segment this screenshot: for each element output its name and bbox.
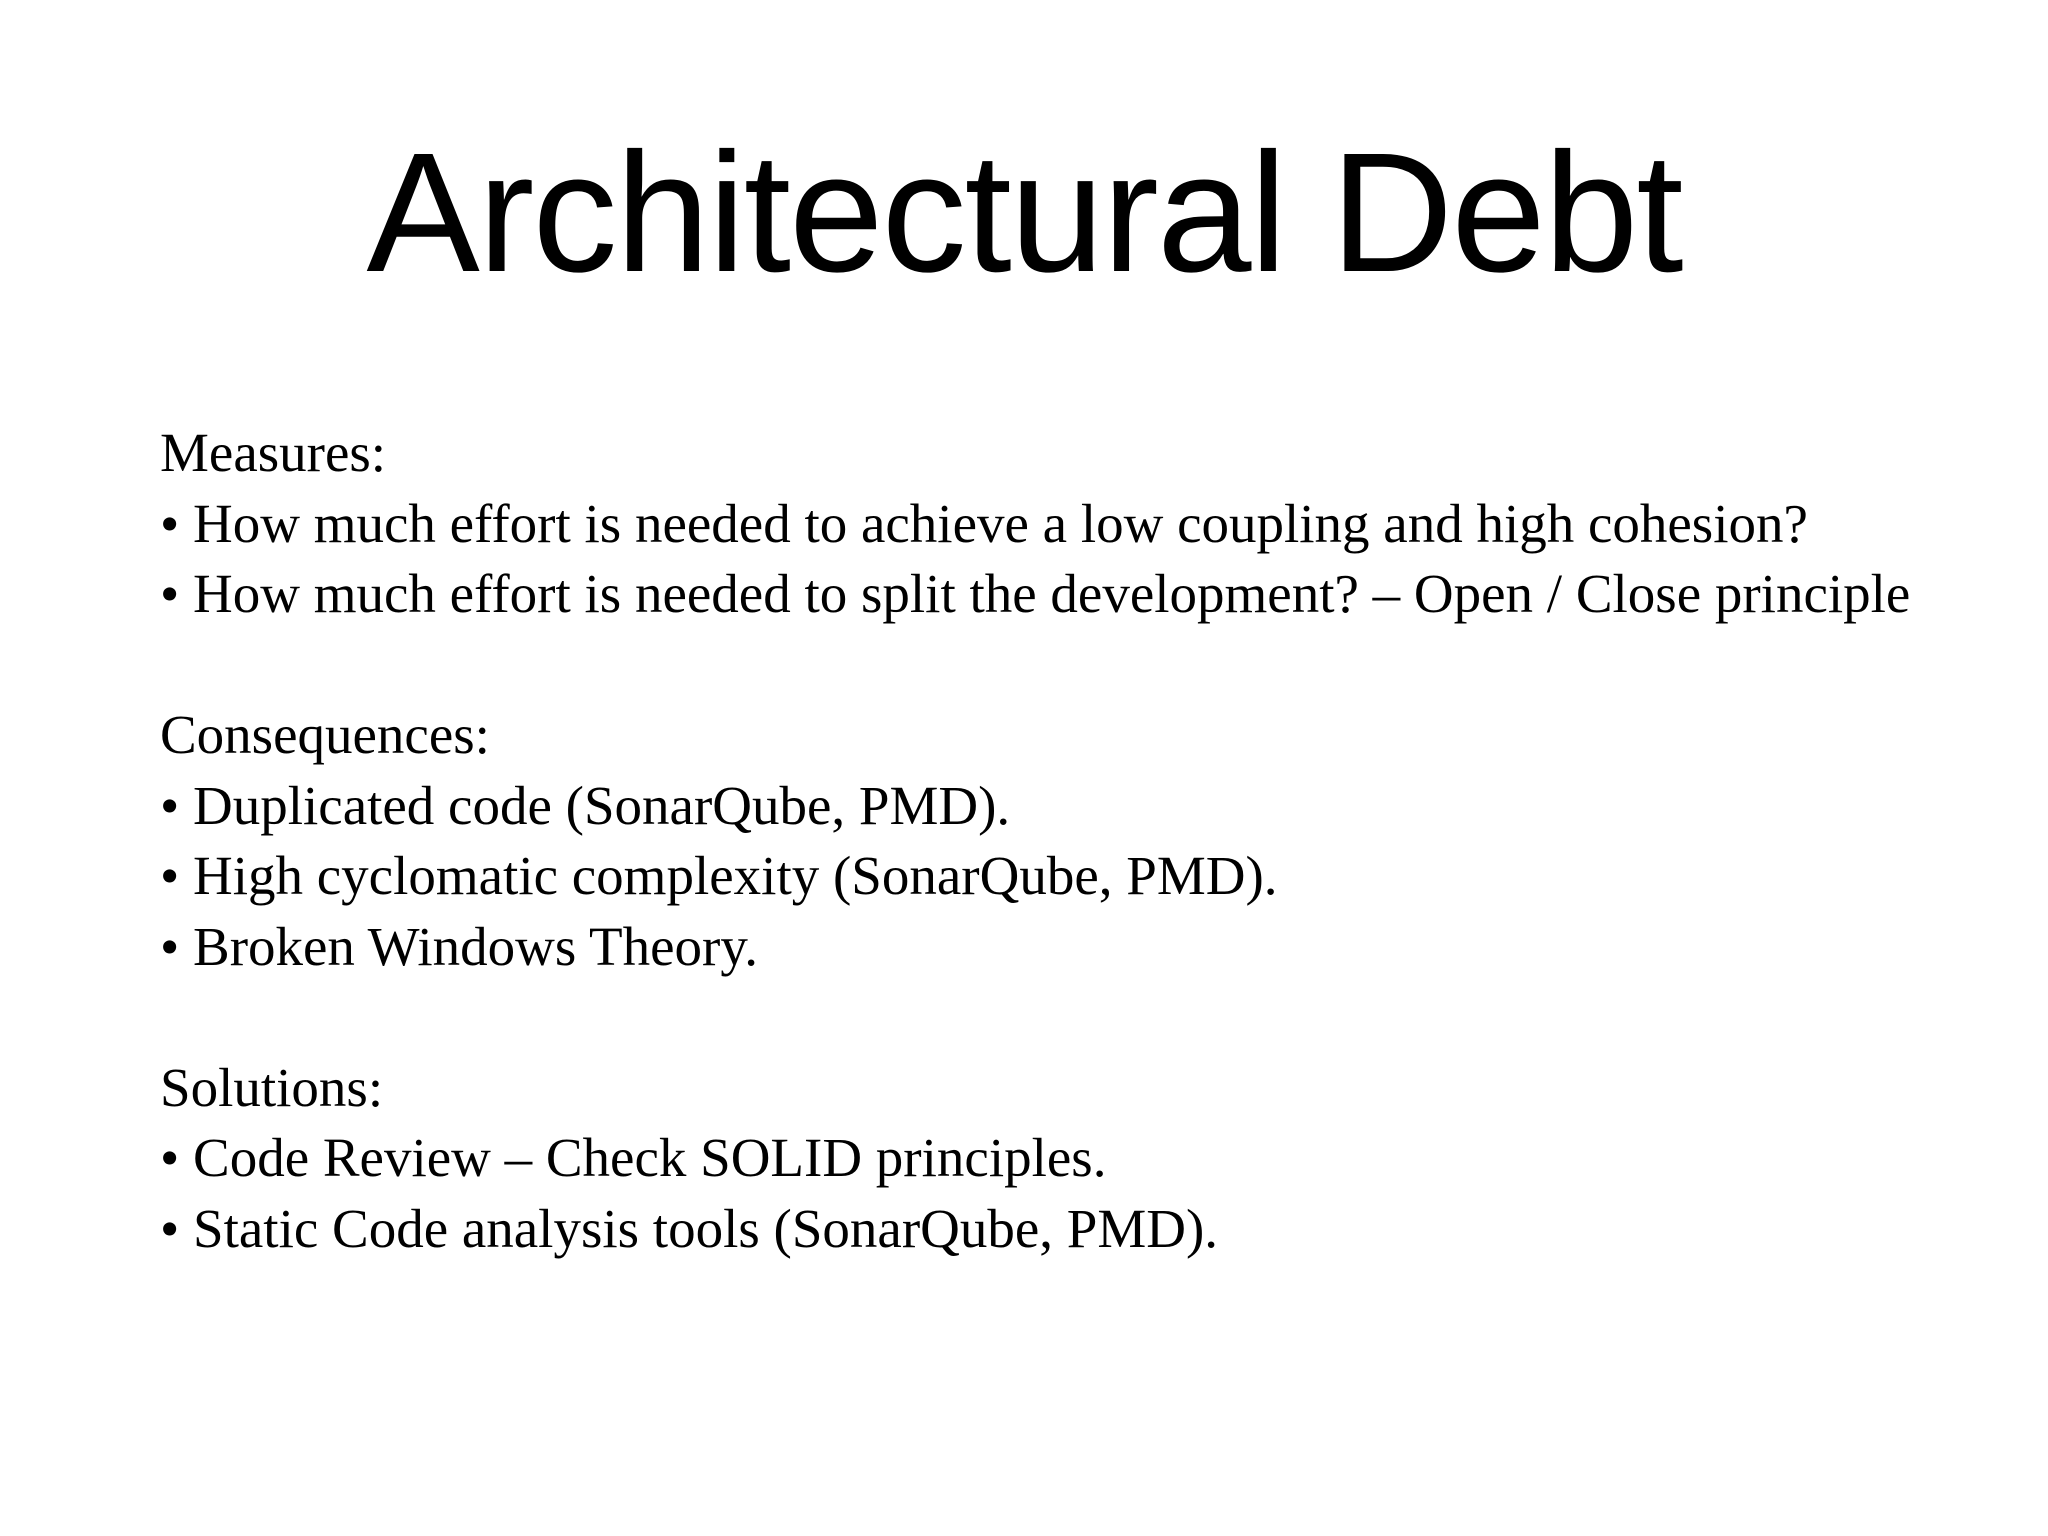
bullet-item: • Static Code analysis tools (SonarQube, PMD). [160,1197,1219,1259]
bullet-item: • Duplicated code (SonarQube, PMD). [160,774,1011,836]
bullet-item: • Code Review – Check SOLID principles. [160,1127,1107,1188]
section-consequences [160,700,1920,982]
bullet-item: • How much effort is needed to achieve a low coupling and high cohesion? [160,492,1808,554]
section-measures [160,418,1920,630]
bullet-list [160,771,1920,983]
section-heading: Solutions: [160,1056,384,1118]
section-heading: Consequences: [160,704,490,765]
slide-body [160,418,1920,1264]
bullet-item: • Broken Windows Theory. [160,915,759,977]
bullet-list [160,1123,1920,1264]
slide-title: Architectural Debt [366,118,1682,308]
section-heading: Measures: [160,422,387,483]
bullet-item: • High cyclomatic complexity (SonarQube, PMD). [160,845,1278,906]
bullet-list [160,489,1920,630]
bullet-item: • How much effort is needed to split the development? – Open / Close principle [160,563,1911,624]
section-solutions [160,1053,1920,1265]
